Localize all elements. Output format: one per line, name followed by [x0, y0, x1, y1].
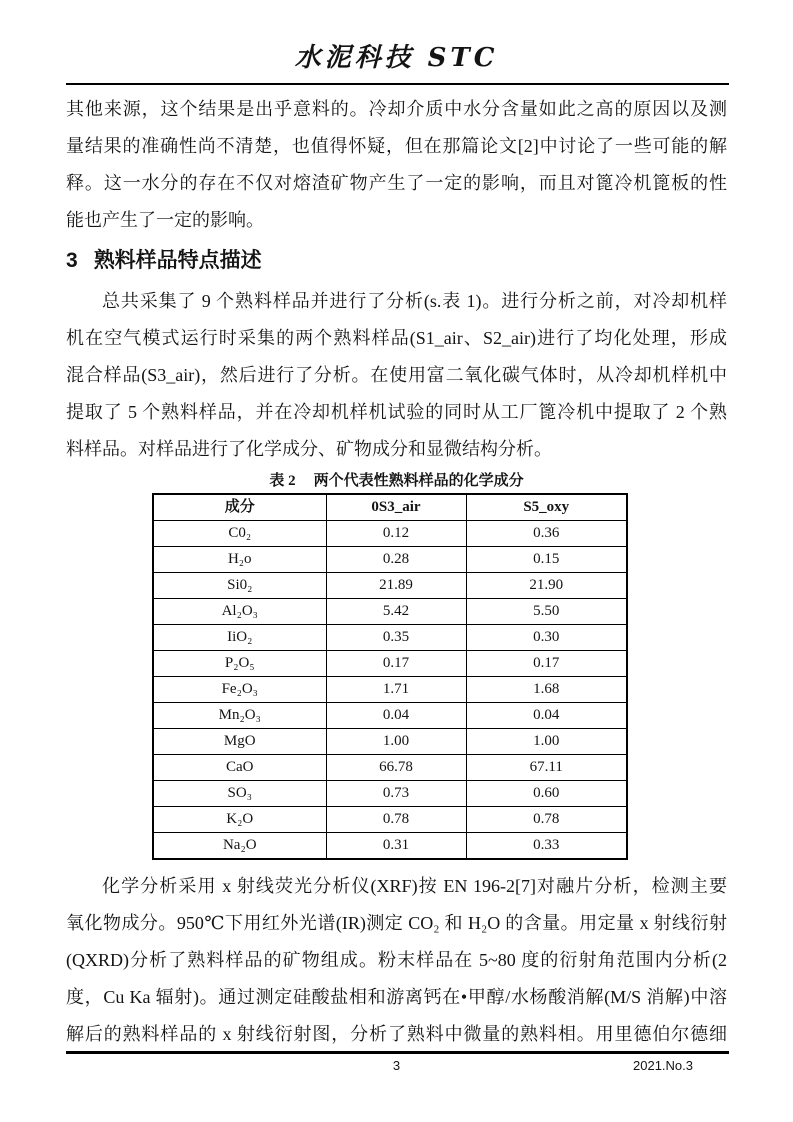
value-cell: 21.90: [466, 573, 627, 599]
value-cell: 5.42: [326, 599, 466, 625]
column-header-s3-air: 0S3_air: [326, 494, 466, 521]
table-row: [153, 677, 627, 703]
value-cell: 66.78: [326, 755, 466, 781]
component-formula-cell: Mn₂O₃: [153, 703, 326, 729]
text-line: 能也产生了一定的影响。: [66, 210, 264, 230]
value-cell: 0.15: [466, 547, 627, 573]
value-cell: 0.17: [326, 651, 466, 677]
text-line: 释。这一水分的存在不仅对熔渣矿物产生了一定的影响，而且对篦冷机篦板的性: [66, 173, 727, 193]
value-cell: 1.71: [326, 677, 466, 703]
value-cell: 0.04: [326, 703, 466, 729]
section-number: 3: [66, 249, 78, 272]
table-caption-label: 表 2: [269, 473, 296, 489]
page-footer: [0, 1051, 793, 1077]
text-line: 料样品。对样品进行了化学成分、矿物成分和显微结构分析。: [66, 439, 552, 459]
value-cell: 21.89: [326, 573, 466, 599]
table-row: [153, 521, 627, 547]
value-cell: 0.33: [466, 833, 627, 860]
component-formula-cell: MgO: [153, 729, 326, 755]
table-caption-text: 两个代表性熟料样品的化学成分: [313, 473, 524, 489]
paragraph-sampling: [66, 283, 727, 468]
table-row: [153, 573, 627, 599]
table-row: [153, 625, 627, 651]
table-row: [153, 651, 627, 677]
table-caption: [0, 472, 793, 490]
table-row: [153, 755, 627, 781]
component-formula-cell: P₂O₅: [153, 651, 326, 677]
column-header-component: 成分: [153, 494, 326, 521]
section-heading: [66, 245, 727, 277]
value-cell: 0.73: [326, 781, 466, 807]
paragraph-water-discussion: [66, 91, 727, 239]
component-formula-cell: CaO: [153, 755, 326, 781]
text-line: 氧化物成分。950℃下用红外光谱(IR)测定 CO₂ 和 H₂O 的含量。用定量 x 射线衍射: [66, 913, 727, 933]
table-row: [153, 781, 627, 807]
chemical-composition-table: [152, 493, 628, 860]
table-header-row: [153, 494, 627, 521]
table-row: [153, 729, 627, 755]
text-line: 提取了 5 个熟料样品，并在冷却机样机试验的同时从工厂篦冷机中提取了 2 个熟: [66, 402, 727, 422]
value-cell: 0.17: [466, 651, 627, 677]
value-cell: 0.36: [466, 521, 627, 547]
value-cell: 0.78: [326, 807, 466, 833]
value-cell: 0.78: [466, 807, 627, 833]
value-cell: 67.11: [466, 755, 627, 781]
value-cell: 1.00: [326, 729, 466, 755]
column-header-s5-oxy: S5_oxy: [466, 494, 627, 521]
component-formula-cell: C0₂: [153, 521, 326, 547]
value-cell: 1.68: [466, 677, 627, 703]
value-cell: 1.00: [466, 729, 627, 755]
text-line: 混合样品(S3_air)，然后进行了分析。在使用富二氧化碳气体时，从冷却机样机中: [66, 365, 727, 385]
text-line: 化学分析采用 x 射线荧光分析仪(XRF)按 EN 196-2[7]对融片分析，检测主要: [102, 876, 727, 896]
journal-title: 水泥科技 STC: [294, 43, 499, 73]
table-row: [153, 807, 627, 833]
table-row: [153, 833, 627, 860]
footer-rule: [66, 1051, 729, 1054]
value-cell: 0.60: [466, 781, 627, 807]
paragraph-analysis-methods: [66, 868, 727, 1053]
text-line: 解后的熟料样品的 x 射线衍射图，分析了熟料中微量的熟料相。用里德伯尔德细: [66, 1024, 727, 1044]
component-formula-cell: SO₃: [153, 781, 326, 807]
table-row: [153, 547, 627, 573]
component-formula-cell: Fe₂O₃: [153, 677, 326, 703]
text-line: 机在空气模式运行时采集的两个熟料样品(S1_air、S2_air)进行了均化处理，形成: [66, 328, 727, 348]
text-line: 量结果的准确性尚不清楚，也值得怀疑，但在那篇论文[2]中讨论了一些可能的解: [66, 136, 727, 156]
text-line: 总共采集了 9 个熟料样品并进行了分析(s.表 1)。进行分析之前，对冷却机样: [102, 291, 727, 311]
component-formula-cell: Na₂O: [153, 833, 326, 860]
value-cell: 0.30: [466, 625, 627, 651]
value-cell: 0.35: [326, 625, 466, 651]
component-formula-cell: Si0₂: [153, 573, 326, 599]
issue-number: 2021.No.3: [633, 1058, 693, 1073]
section-title: 熟料样品特点描述: [93, 249, 262, 272]
table-row: [153, 703, 627, 729]
value-cell: 0.28: [326, 547, 466, 573]
text-line: (QXRD)分析了熟料样品的矿物组成。粉末样品在 5~80 度的衍射角范围内分析(2: [66, 950, 727, 970]
value-cell: 0.12: [326, 521, 466, 547]
value-cell: 0.31: [326, 833, 466, 860]
component-formula-cell: IiO₂: [153, 625, 326, 651]
text-line: 其他来源，这个结果是出乎意料的。冷却介质中水分含量如此之高的原因以及测: [66, 99, 727, 119]
component-formula-cell: H₂o: [153, 547, 326, 573]
value-cell: 5.50: [466, 599, 627, 625]
text-line: 度，Cu Ka 辐射)。通过测定硅酸盐相和游离钙在•甲醇/水杨酸消解(M/S 消解)中溶: [66, 987, 727, 1007]
table-row: [153, 599, 627, 625]
component-formula-cell: K₂O: [153, 807, 326, 833]
page-number: 3: [392, 1058, 401, 1073]
header-rule: [66, 83, 729, 85]
component-formula-cell: Al₂O₃: [153, 599, 326, 625]
value-cell: 0.04: [466, 703, 627, 729]
